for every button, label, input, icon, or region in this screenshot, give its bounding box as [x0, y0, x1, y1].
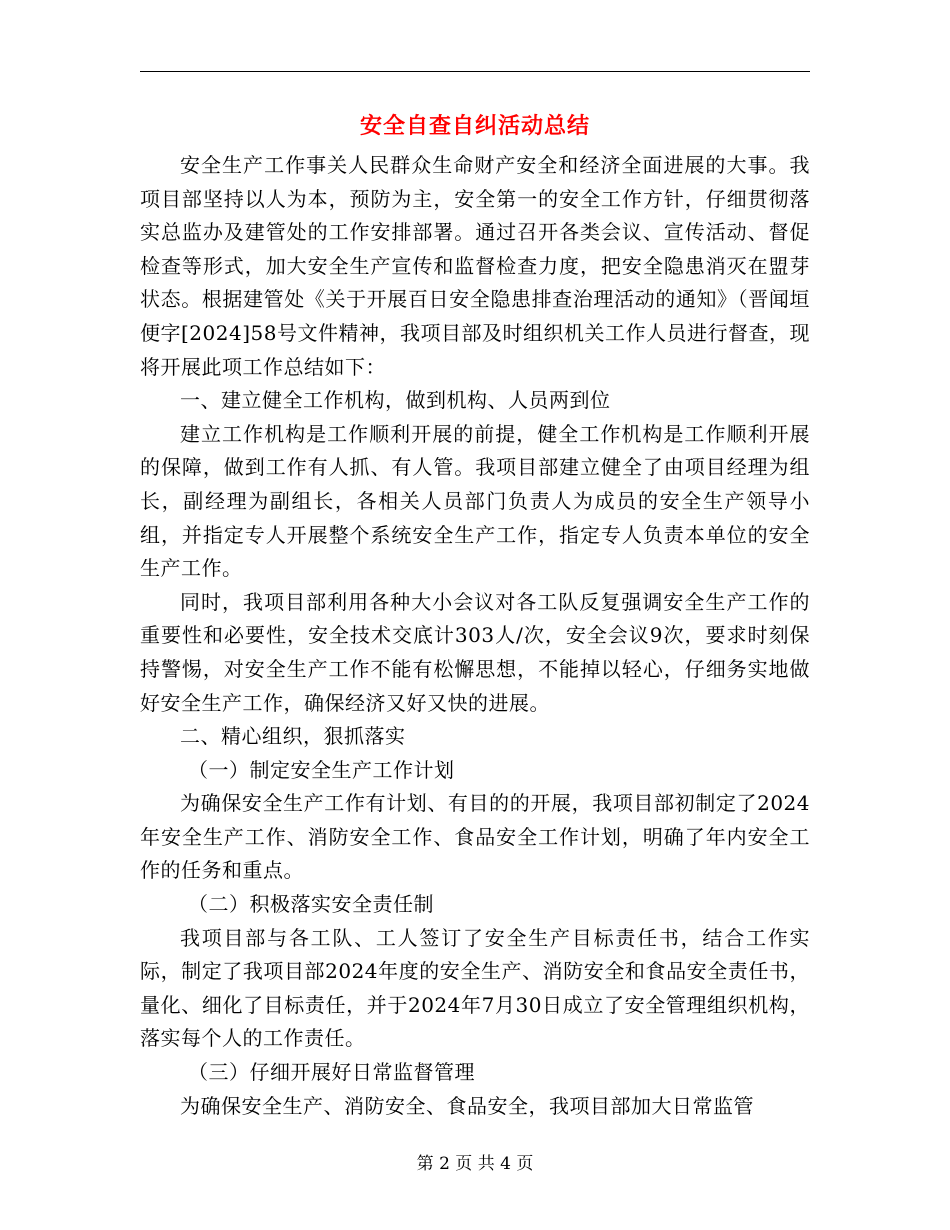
document-title: 安全自查自纠活动总结: [359, 113, 590, 139]
subsection-3-paragraph: 为确保安全生产、消防安全、食品安全，我项目部加大日常监管: [180, 1093, 754, 1118]
subsection-2-paragraph: 我项目部与各工队、工人签订了安全生产目标责任书，结合工作实际，制定了我项目部2024年度的安全生产、消防安全和食品安全责任书，量化、细化了目标责任，并于2024年7月30日成立了安全管理组织机构，落实每个人的工作责任。: [140, 925, 810, 1051]
document-body: [140, 149, 810, 1123]
header-rule: [140, 71, 810, 72]
intro-paragraph: 安全生产工作事关人民群众生命财产安全和经济全面进展的大事。我项目部坚持以人为本，预防为主，安全第一的安全工作方针，仔细贯彻落实总监办及建管处的工作安排部署。通过召开各类会议、宣传活动、督促检查等形式，加大安全生产宣传和监督检查力度，把安全隐患消灭在盟芽状态。根据建管处《关于开展百日安全隐患排查治理活动的通知》（晋闻垣便字[2024]58号文件精神，我项目部及时组织机关工作人员进行督查，现将开展此项工作总结如下：: [140, 153, 810, 379]
subsection-heading-3: （三）仔细开展好日常监督管理: [188, 1060, 475, 1085]
subsection-1-paragraph: 为确保安全生产工作有计划、有目的的开展，我项目部初制定了2024年安全生产工作、消防安全工作、食品安全工作计划，明确了年内安全工作的任务和重点。: [140, 791, 810, 883]
section-1-paragraph-2: 同时，我项目部利用各种大小会议对各工队反复强调安全生产工作的重要性和必要性，安全技术交底计303人/次，安全会议9次，要求时刻保持警惕，对安全生产工作不能有松懈思想，不能掉以轻心，仔细务实地做好安全生产工作，确保经济又好又快的进展。: [140, 589, 810, 715]
page-number-footer: 第 2 页 共 4 页: [416, 1154, 534, 1174]
section-heading-1: 一、建立健全工作机构，做到机构、人员两到位: [180, 388, 611, 413]
section-1-paragraph-1: 建立工作机构是工作顺利开展的前提，健全工作机构是工作顺利开展的保障，做到工作有人抓、有人管。我项目部建立健全了由项目经理为组长，副经理为副组长，各相关人员部门负责人为成员的安全生产领导小组，并指定专人开展整个系统安全生产工作，指定专人负责本单位的安全生产工作。: [140, 421, 810, 581]
subsection-heading-2: （二）积极落实安全责任制: [188, 892, 434, 917]
section-heading-2: 二、精心组织，狠抓落实: [180, 724, 406, 749]
subsection-heading-1: （一）制定安全生产工作计划: [188, 757, 455, 782]
